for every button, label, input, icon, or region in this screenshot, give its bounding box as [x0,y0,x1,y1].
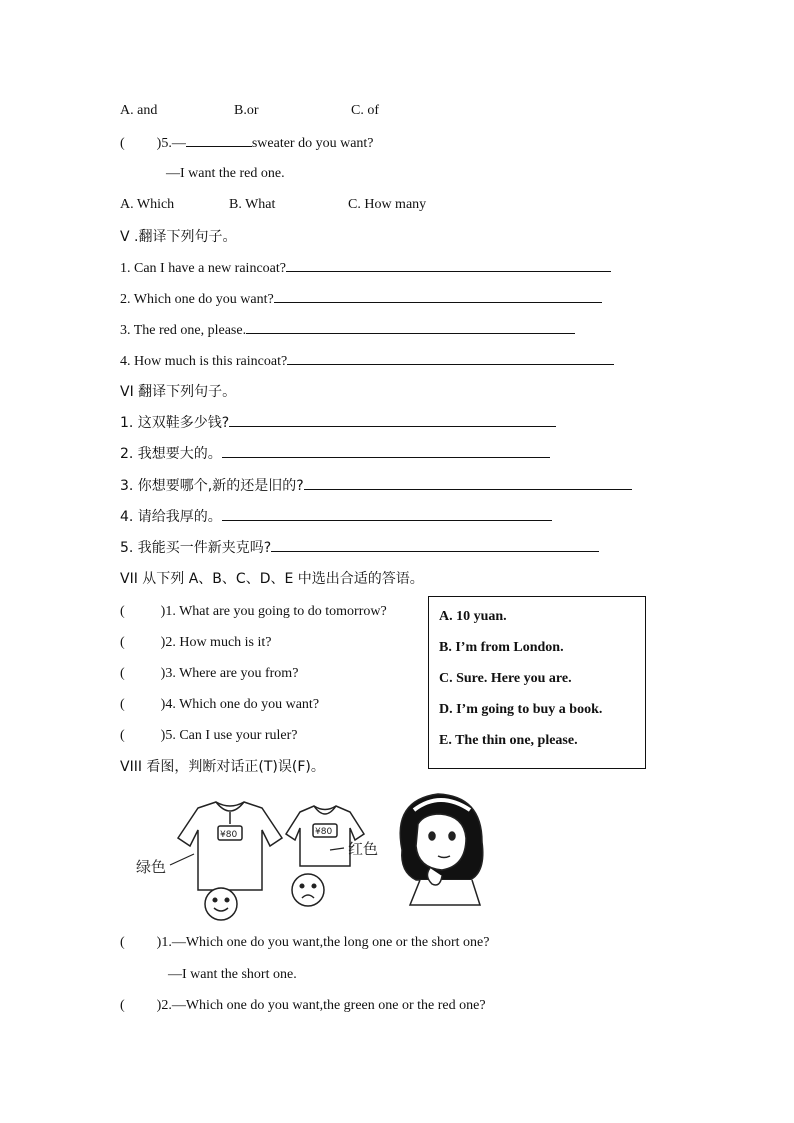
section5-item-1-blank[interactable] [286,259,611,272]
q5-option-c: C. How many [348,197,427,212]
section6-item-5-text: 5. 我能买一件新夹克吗? [120,540,272,556]
price-tag-2: ¥80 [315,827,333,837]
section6-item-5-blank[interactable] [271,539,599,552]
section5-item-4-blank[interactable] [287,352,614,365]
section6-item-5 [120,539,599,557]
section7-question-1-text: )1. What are you going to do tomorrow? [160,604,387,619]
section5-item-2-text: 2. Which one do you want? [120,292,274,307]
answer-option-a: A. 10 yuan. [439,609,507,624]
sad-face-icon [292,874,324,906]
section6-item-4 [120,508,552,526]
section7-question-4 [120,696,319,714]
section5-item-3-text: 3. The red one, please. [120,323,247,338]
section5-item-3-blank[interactable] [246,321,575,334]
paren-open: ( [120,666,125,681]
section7-question-2-text: )2. How much is it? [160,635,272,650]
section8-title: VIII 看图，判断对话正(T)误(F)。 [120,759,325,775]
label-red: 红色 [348,840,379,858]
section7-question-4-text: )4. Which one do you want? [160,697,320,712]
price-tag-1: ¥80 [220,830,238,840]
section6-item-2-text: 2. 我想要大的。 [120,446,222,462]
answer-option-d: D. I’m going to buy a book. [439,702,603,717]
q4-option-a: A. and [120,103,158,118]
section6-item-2 [120,445,550,463]
section5-title: V .翻译下列句子。 [120,229,237,245]
paren-open: ( [120,935,125,950]
q5-option-b: B. What [229,197,276,212]
section8-question-1 [120,934,489,952]
section8-question-2-text: )2.—Which one do you want,the green one or the red one? [156,998,486,1013]
section7-title: VII 从下列 A、B、C、D、E 中选出合适的答语。 [120,571,424,587]
answer-option-e: E. The thin one, please. [439,733,578,748]
section7-question-2 [120,634,272,652]
q5-option-a: A. Which [120,197,175,212]
section5-item-1 [120,259,611,278]
answer-option-c: C. Sure. Here you are. [439,671,572,686]
q4-option-c: C. of [351,103,379,118]
section7-question-5-text: )5. Can I use your ruler? [160,728,298,743]
label-green: 绿色 [136,858,167,876]
section7-question-3 [120,665,298,683]
q5-dash: — [171,136,186,151]
section7-question-1 [120,603,387,621]
clothes-illustration [120,780,500,925]
section6-item-4-blank[interactable] [222,508,552,521]
thinking-girl-icon [400,794,483,905]
section6-item-3-text: 3. 你想要哪个,新的还是旧的? [120,478,304,494]
q5-answer: —I want the red one. [166,166,285,181]
q4-option-b: B.or [234,103,259,118]
section8-question-1-text: )1.—Which one do you want,the long one or the short one? [156,935,490,950]
section6-item-4-text: 4. 请给我厚的。 [120,509,222,525]
section6-title: VI 翻译下列句子。 [120,384,237,400]
q5-text: sweater do you want? [251,136,374,151]
section8-question-2 [120,997,486,1015]
answer-options-box [428,596,646,769]
long-shirt-icon [178,802,282,890]
paren-open: ( [120,604,125,619]
section5-item-2 [120,290,602,309]
paren-open: ( [120,728,125,743]
q5-question [120,134,374,153]
paren-open: ( [120,697,125,712]
section7-question-5 [120,727,298,745]
q5-paren-open: ( [120,136,125,151]
section6-item-1 [120,414,556,432]
section6-item-2-blank[interactable] [222,445,550,458]
section8-answer-1: —I want the short one. [168,967,297,982]
section6-item-1-text: 1. 这双鞋多少钱? [120,415,230,431]
section5-item-2-blank[interactable] [274,290,602,303]
paren-open: ( [120,998,125,1013]
section5-item-4 [120,352,614,371]
paren-open: ( [120,635,125,650]
section6-item-3-blank[interactable] [304,477,632,490]
section5-item-1-text: 1. Can I have a new raincoat? [120,261,286,276]
section5-item-3 [120,321,575,340]
answer-option-b: B. I’m from London. [439,640,564,655]
section6-item-1-blank[interactable] [229,414,556,427]
q5-blank[interactable] [186,134,252,147]
happy-face-icon [205,888,237,920]
section7-question-3-text: )3. Where are you from? [160,666,299,681]
section5-item-4-text: 4. How much is this raincoat? [120,354,288,369]
section6-item-3 [120,477,632,495]
q5-number: )5. [156,136,172,151]
